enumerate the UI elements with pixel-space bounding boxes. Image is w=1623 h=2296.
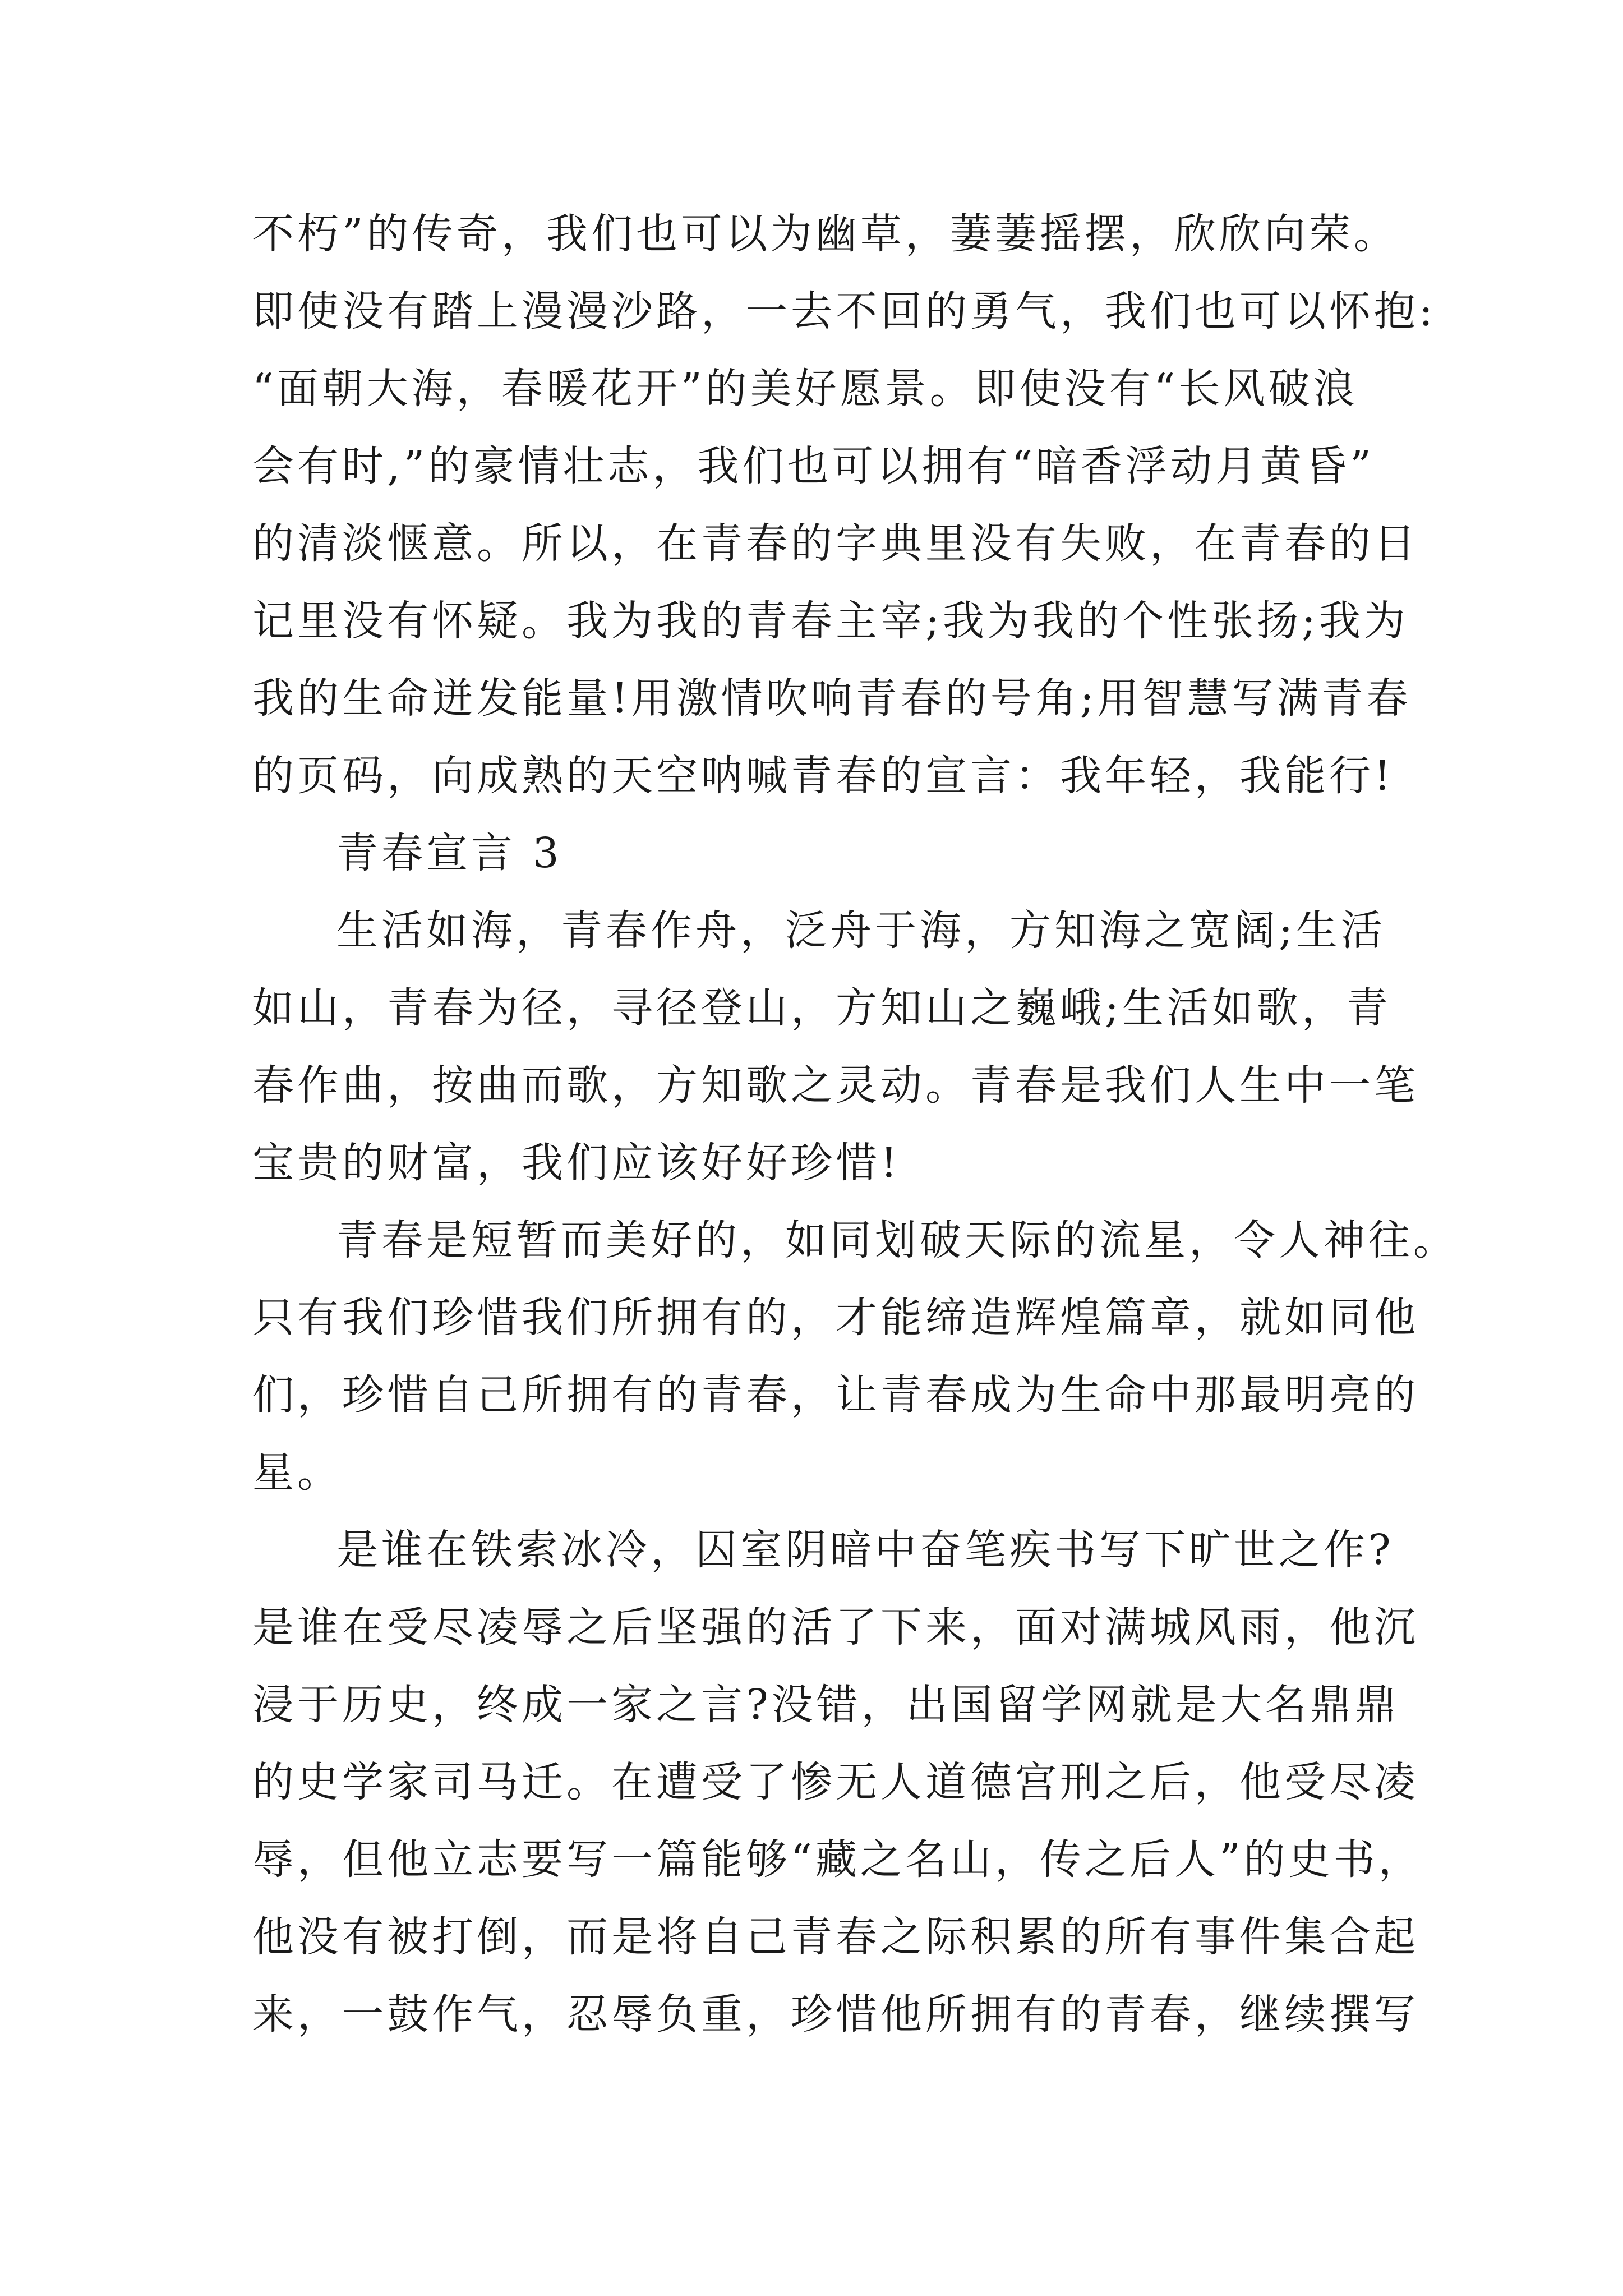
text-line: 青春是短暂而美好的，如同划破天际的流星，令人神往。 xyxy=(336,1216,1458,1264)
text-line: 如山，青春为径，寻径登山，方知山之巍峨;生活如歌，青 xyxy=(252,984,1391,1032)
text-line: 的页码，向成熟的天空呐喊青春的宣言：我年轻，我能行! xyxy=(252,752,1394,800)
text-line: 我的生命迸发能量!用激情吹响青春的号角;用智慧写满青春 xyxy=(252,674,1412,723)
text-line: 的清淡惬意。所以，在青春的字典里没有失败，在青春的日 xyxy=(252,519,1419,568)
text-line: 星。 xyxy=(252,1448,342,1497)
text-line: 即使没有踏上漫漫沙路，一去不回的勇气，我们也可以怀抱: xyxy=(252,287,1436,335)
text-line: 只有我们珍惜我们所拥有的，才能缔造辉煌篇章，就如同他 xyxy=(252,1294,1419,1342)
text-line: 辱，但他立志要写一篇能够“藏之名山，传之后人”的史书， xyxy=(252,1835,1423,1884)
text-line: 他没有被打倒，而是将自己青春之际积累的所有事件集合起 xyxy=(252,1913,1419,1961)
text-line: 记里没有怀疑。我为我的青春主宰;我为我的个性张扬;我为 xyxy=(252,597,1409,645)
text-line: 春作曲，按曲而歌，方知歌之灵动。青春是我们人生中一笔 xyxy=(252,1061,1419,1110)
text-line: “面朝大海，春暖花开”的美好愿景。即使没有“长风破浪 xyxy=(252,365,1358,413)
text-line: 浸于历史，终成一家之言?没错，出国留学网就是大名鼎鼎 xyxy=(252,1681,1400,1729)
text-line: 会有时,”的豪情壮志，我们也可以拥有“暗香浮动月黄昏” xyxy=(252,442,1375,490)
text-line: 宝贵的财富，我们应该好好珍惜! xyxy=(252,1139,901,1187)
text-line: 生活如海，青春作舟，泛舟于海，方知海之宽阔;生活 xyxy=(336,907,1386,955)
text-line: 是谁在铁索冰冷，囚室阴暗中奋笔疾书写下旷世之作? xyxy=(336,1526,1394,1574)
text-line: 的史学家司马迁。在遭受了惨无人道德宫刑之后，他受尽凌 xyxy=(252,1758,1419,1806)
section-heading: 青春宣言 3 xyxy=(336,829,562,877)
text-line: 不朽”的传奇，我们也可以为幽草，萋萋摇摆，欣欣向荣。 xyxy=(252,210,1399,258)
text-line: 来，一鼓作气，忍辱负重，珍惜他所拥有的青春，继续撰写 xyxy=(252,1990,1419,2039)
text-line: 们，珍惜自己所拥有的青春，让青春成为生命中那最明亮的 xyxy=(252,1371,1419,1419)
text-line: 是谁在受尽凌辱之后坚强的活了下来，面对满城风雨，他沉 xyxy=(252,1603,1419,1651)
